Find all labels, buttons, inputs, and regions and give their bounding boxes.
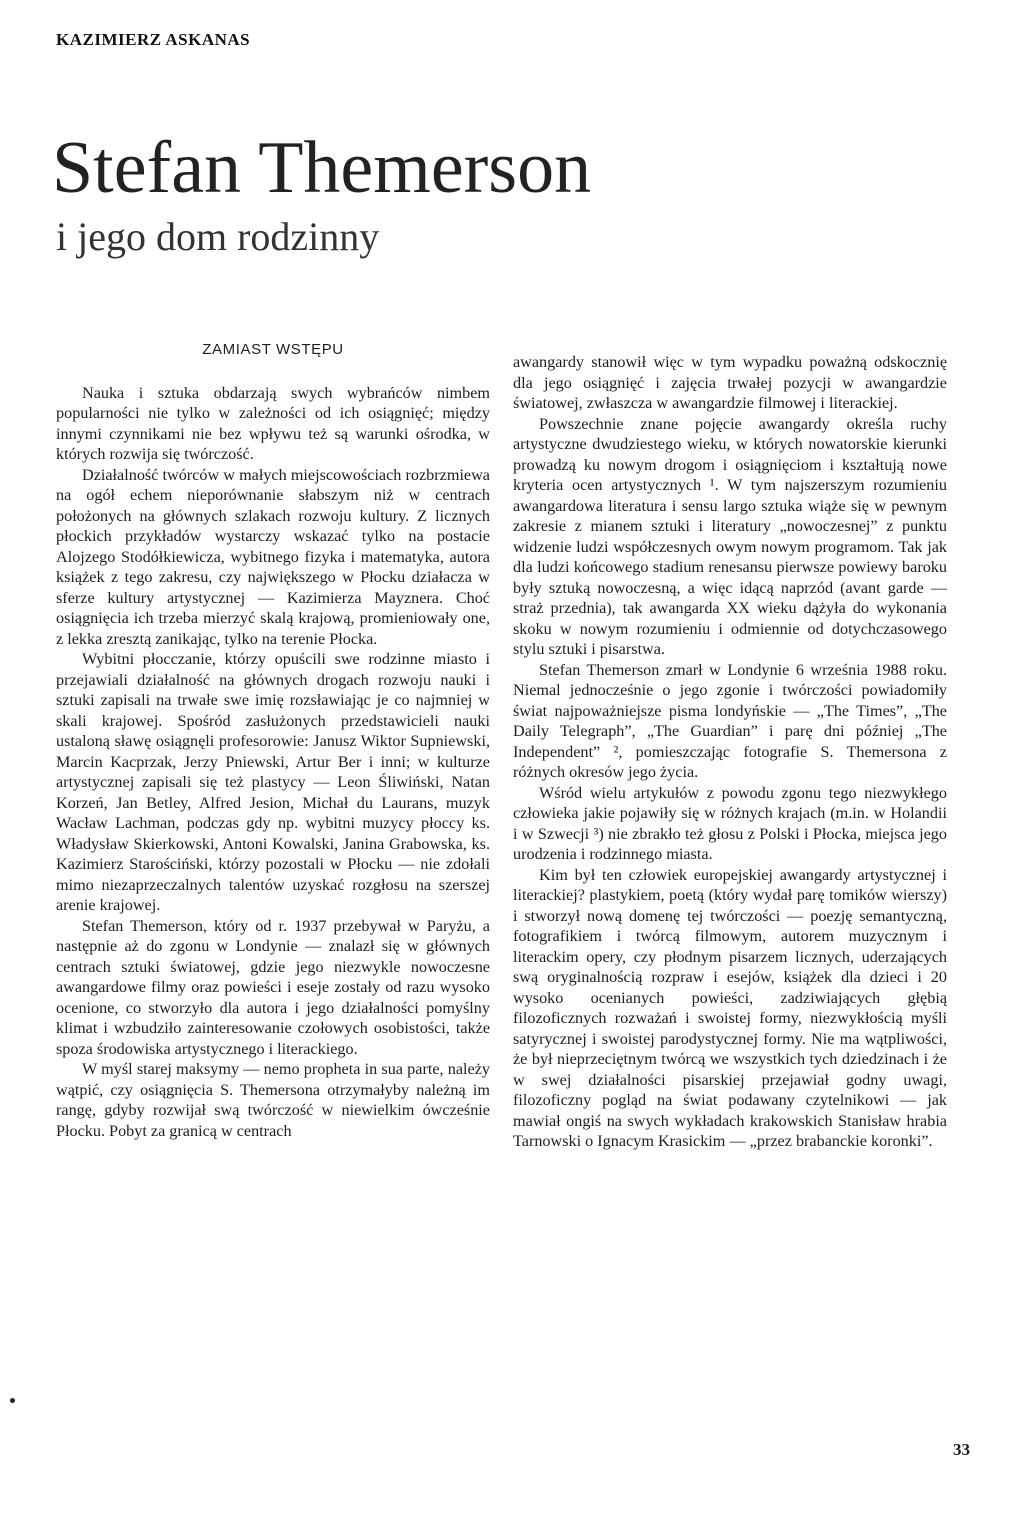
paragraph: Nauka i sztuka obdarzają swych wybrańców nimbem popularności nie tylko w zależności od ich osiągnięć; między innymi czynnikami nie bez wpływu też są warunki ośrodka, w których rozwija się twórczość. bbox=[56, 383, 490, 463]
article-subtitle: i jego dom rodzinny bbox=[56, 214, 380, 259]
paragraph: Wśród wielu artykułów z powodu zgonu tego niezwykłego człowieka jakie pojawiły się w różnych krajach (m.in. w Holandii i w Szwecji ³) nie zbrakło też głosu z Polski i Płocka, miejsca jego urodzenia i rodzinnego miasta. bbox=[513, 783, 947, 863]
paragraph: W myśl starej maksymy — nemo propheta in sua parte, należy wątpić, czy osiągnięcia S. Themersona otrzymałyby należną im rangę, gdyby rozwijał swą twórczość w niewielkim ówcześnie Płocku. Pobyt za granicą w centrach bbox=[56, 1060, 490, 1140]
article-title: Stefan Themerson bbox=[52, 127, 592, 209]
right-column bbox=[513, 352, 947, 1152]
left-column bbox=[56, 340, 490, 1141]
paragraph: awangardy stanowił więc w tym wypadku poważną odskocznię dla jego osiągnięć i zajęcia trwałej pozycji w awangardzie światowej, zwłaszcza w awangardzie filmowej i literackiej. bbox=[513, 353, 947, 412]
paragraph: Stefan Themerson, który od r. 1937 przebywał w Paryżu, a następnie aż do zgonu w Londynie — znalazł się w głównych centrach sztuki światowej, gdzie jego niezwykle nowoczesne awangardowe filmy oraz powieści i eseje zostały od razu wysoko ocenione, co stworzyło dla autora i jego działalności pomyślny klimat i wzbudziło zainteresowanie czołowych osobistości, także spoza środowiska artystycznego i literackiego. bbox=[56, 916, 490, 1058]
paragraph: Kim był ten człowiek europejskiej awangardy artystycznej i literackiej? plastykiem, poetą (który wydał parę tomików wierszy) i stworzył nową domenę tej twórczości — poezję semantyczną, fotografikiem i twórcą filmowym, autorem muzycznym i literackim opery, czy płodnym pisarzem licznych, uderzających swą oryginalnością rozpraw i esejów, książek dla dzieci i 20 wysoko ocenianych powieści, zadziwiających głębią filozoficznych rozważań i swoistej formy, niezwykłością myśli satyrycznej i swoistej parodystycznej formy. Nie ma wątpliwości, że był nieprzeciętnym twórcą we wszystkich tych dziedzinach i że w swej działalności pisarskiej przejawiał godny uwagi, filozoficzny pogląd na świat podawany czytelnikowi — jak mawiał ongiś na swych wykładach krakowskich Stanisław hrabia Tarnowski o Ignacym Krasickim — „przez brabanckie koronki”. bbox=[513, 865, 947, 1150]
paragraph: Powszechnie znane pojęcie awangardy określa ruchy artystyczne dwudziestego wieku, w których nowatorskie kierunki prowadzą ku nowym drogom i osiągnięciom i kształtują nowe kryteria ocen artystycznych ¹. W tym najszerszym rozumieniu awangardowa literatura i sensu largo sztuka wiąże się w pewnym zakresie z mianem sztuki i literatury „nowoczesnej” z punktu widzenie ludzi współczesnych owym nowym programom. Tak jak dla ludzi końcowego stadium renesansu pierwsze powiewy baroku były sztuką nowoczesną, a więc idącą naprzód (avant garde — straż przednia), tak awangarda XX wieku dążyła do wykonania skoku w nowym rozumieniu i odmiennie od dotychczasowego stylu sztuki i pisarstwa. bbox=[513, 414, 947, 658]
paragraph: Działalność twórców w małych miejscowościach rozbrzmiewa na ogół echem nieporównanie słabszym niż w centrach położonych na głównych szlakach rozwoju kultury. Z licznych płockich przykładów wystarczy wskazać tylko na postacie Alojzego Stodółkiewicza, wybitnego fizyka i matematyka, autora książek z tego zakresu, czy największego w Płocku działacza w sferze kultury artystycznej — Kazimierza Mayznera. Choć osiągnięcia ich trzeba mierzyć skalą krajową, promieniowały one, z lekka zresztą zanikając, tylko na terenie Płocka. bbox=[56, 465, 490, 648]
margin-dot bbox=[10, 1398, 15, 1403]
page-number: 33 bbox=[953, 1440, 970, 1459]
paragraph: Stefan Themerson zmarł w Londynie 6 września 1988 roku. Niemal jednocześnie o jego zgonie i twórczości powiadomiły świat najpoważniejsze pisma londyńskie — „The Times”, „The Daily Telegraph”, „The Guardian” i parę dni później „The Independent” ², pomieszczając fotografie S. Themersona z różnych okresów jego życia. bbox=[513, 660, 947, 781]
section-heading: ZAMIAST WSTĘPU bbox=[202, 341, 344, 358]
author-name: KAZIMIERZ ASKANAS bbox=[56, 30, 251, 49]
paragraph: Wybitni płocczanie, którzy opuścili swe rodzinne miasto i przejawiali działalność na głównych drogach rozwoju nauki i sztuki zapisali na trwałe swe imię rozsławiając je co najmniej w skali krajowej. Spośród zasłużonych przedstawicieli nauki ustaloną sławę osiągnęli profesorowie: Janusz Wiktor Supniewski, Marcin Kacprzak, Jerzy Pniewski, Artur Ber i inni; w kulturze artystycznej zapisali się też plastycy — Leon Śliwiński, Natan Korzeń, Jan Betley, Alfred Jesion, Michał du Laurans, muzyk Wacław Lachman, podczas gdy np. wybitni muzycy płoccy ks. Władysław Skierkowski, Antoni Kowalski, Janina Grabowska, ks. Kazimierz Starościński, którzy pozostali w Płocku — nie zdołali mimo niezaprzeczalnych talentów uzyskać rozgłosu na szerszej arenie krajowej. bbox=[56, 650, 490, 914]
